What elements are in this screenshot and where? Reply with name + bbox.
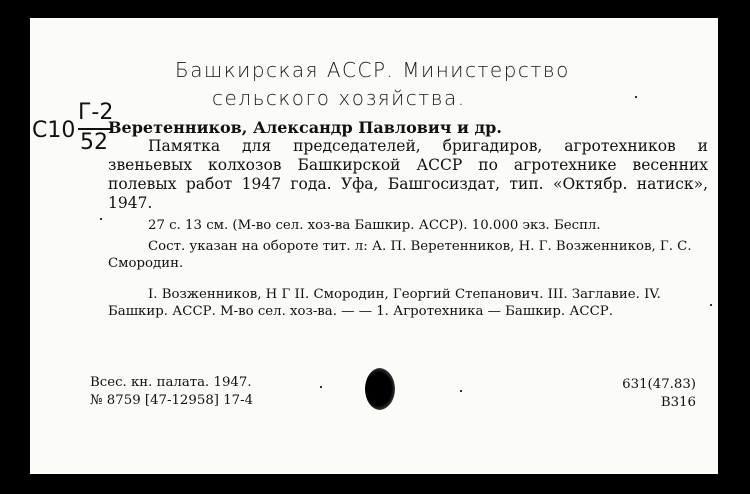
shelfmark-prefix: C10 [32,118,76,143]
record-compilers-note: Сост. указан на обороте тит. л: А. П. Веретенников, Н. Г. Возженников, Г. С. Смородин. [108,239,692,271]
record-body [108,118,708,320]
record-physical-description: 27 с. 13 см. (М-во сел. хоз-ва Башкир. АССР). 10.000 экз. Беспл. [148,218,601,233]
footer-right [622,376,696,412]
speck [100,218,102,220]
catalog-card [30,18,718,474]
footer-author-mark: В316 [660,395,696,410]
shelfmark-bottom: 52 [80,130,108,155]
record-author: Веретенников, Александр Павлович и др. [108,118,502,137]
speck [635,96,637,98]
footer-number: № 8759 [47-12958] 17-4 [90,393,254,408]
speck [710,304,712,306]
record-tracings: I. Возженников, Н Г II. Смородин, Георгий Степанович. III. Заглавие. IV. Башкир. АССР. М-во сел. хоз-ва. — — 1. Агротехника — Башкир. АССР. [108,287,661,319]
handwritten-heading-line-2: сельского хозяйства. [212,86,466,110]
speck [460,390,462,392]
speck [320,386,322,388]
shelfmark-top: Г-2 [78,100,114,125]
record-title: Памятка для председателей, бригадиров, агротехников и звеньевых колхозов Башкирской АССР по агротехнике весенних полевых работ 1947 года. Уфа, Башгосиздат, тип. «Октябр. натиск», 1947. [108,137,708,212]
footer-chamber: Всес. кн. палата. 1947. [90,375,252,390]
punch-hole [365,368,395,410]
handwritten-heading-line-1: Башкирская АССР. Министерство [175,58,570,82]
footer-left [90,374,253,410]
footer-classification: 631(47.83) [622,377,696,392]
